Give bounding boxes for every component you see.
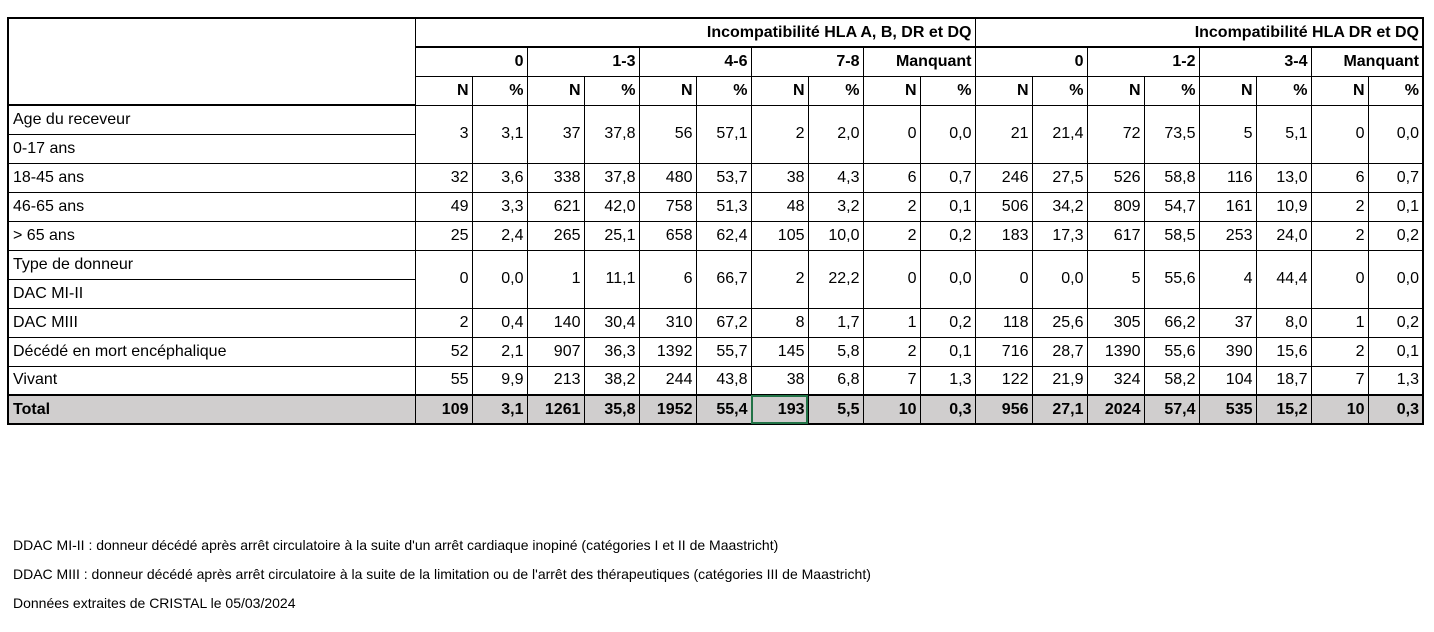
class-header[interactable]: Manquant [863,47,975,76]
data-cell[interactable]: 0 [415,250,472,308]
data-cell[interactable]: 617 [1087,221,1144,250]
row-label[interactable]: DAC MIII [8,308,415,337]
footnotes [13,531,871,618]
subheader-cell[interactable]: % [1256,76,1311,105]
data-cell[interactable]: 73,5 [1144,105,1199,163]
data-cell[interactable]: 310 [639,308,696,337]
data-cell[interactable]: 213 [527,366,584,395]
subheader-cell[interactable]: % [1032,76,1087,105]
data-cell[interactable]: 67,2 [696,308,751,337]
data-cell[interactable]: 0,1 [1368,337,1423,366]
data-cell[interactable]: 37,8 [584,105,639,163]
data-cell[interactable]: 18,7 [1256,366,1311,395]
data-cell[interactable]: 55,7 [696,337,751,366]
class-header[interactable]: 0 [415,47,527,76]
data-cell[interactable]: 57,1 [696,105,751,163]
total-row [8,395,1423,424]
data-cell[interactable]: 5 [1199,105,1256,163]
data-cell[interactable]: 265 [527,221,584,250]
data-cell[interactable]: 32 [415,163,472,192]
data-cell[interactable]: 54,7 [1144,192,1199,221]
data-cell[interactable]: 3,3 [472,192,527,221]
table-row [8,308,1423,337]
total-cell[interactable]: 0,3 [1368,395,1423,424]
data-cell[interactable]: 1,3 [920,366,975,395]
data-cell[interactable]: 3,6 [472,163,527,192]
note-ddac-mi-ii: DDAC MI-II : donneur décédé après arrêt circulatoire à la suite d'un arrêt cardiaque inopiné (catégories I et II de Maastricht) [13,537,779,553]
data-cell[interactable]: 7 [1311,366,1368,395]
data-cell[interactable]: 66,7 [696,250,751,308]
row-label[interactable]: 46-65 ans [8,192,415,221]
data-cell[interactable]: 2 [1311,221,1368,250]
data-cell[interactable]: 621 [527,192,584,221]
note-source: Données extraites de CRISTAL le 05/03/2024 [13,595,296,611]
data-cell[interactable]: 3 [415,105,472,163]
data-cell[interactable]: 1 [1311,308,1368,337]
data-cell[interactable]: 2 [415,308,472,337]
row-label[interactable]: DAC MI-II [8,279,415,308]
data-cell[interactable]: 0,0 [920,105,975,163]
data-cell[interactable]: 11,1 [584,250,639,308]
total-cell[interactable]: 57,4 [1144,395,1199,424]
data-cell[interactable]: 38 [751,163,808,192]
subheader-cell[interactable]: N [1087,76,1144,105]
data-cell[interactable]: 809 [1087,192,1144,221]
class-header[interactable]: 1-2 [1087,47,1199,76]
data-cell[interactable]: 37,8 [584,163,639,192]
total-cell[interactable]: 1952 [639,395,696,424]
data-cell[interactable]: 6 [1311,163,1368,192]
data-cell[interactable]: 122 [975,366,1032,395]
data-cell[interactable]: 244 [639,366,696,395]
subheader-cell[interactable]: N [863,76,920,105]
data-cell[interactable]: 0,0 [1368,105,1423,163]
data-cell[interactable]: 52 [415,337,472,366]
data-cell[interactable]: 2 [751,105,808,163]
data-cell[interactable]: 43,8 [696,366,751,395]
data-cell[interactable]: 10,0 [808,221,863,250]
class-header[interactable]: Manquant [1311,47,1423,76]
data-cell[interactable]: 0 [1311,250,1368,308]
data-cell[interactable]: 28,7 [1032,337,1087,366]
hla-table [7,17,1424,425]
data-cell[interactable]: 27,5 [1032,163,1087,192]
row-label[interactable]: 0-17 ans [8,134,415,163]
total-label[interactable]: Total [8,395,415,424]
subheader-cell[interactable]: N [751,76,808,105]
data-cell[interactable]: 10,9 [1256,192,1311,221]
class-header[interactable]: 3-4 [1199,47,1311,76]
row-label[interactable]: Type de donneur [8,250,415,279]
total-cell[interactable]: 1261 [527,395,584,424]
data-cell[interactable]: 338 [527,163,584,192]
subheader-cell[interactable]: % [1368,76,1423,105]
data-cell[interactable]: 140 [527,308,584,337]
data-cell[interactable]: 2 [863,221,920,250]
data-cell[interactable]: 5,1 [1256,105,1311,163]
row-label[interactable]: Age du receveur [8,105,415,134]
row-label[interactable]: Vivant [8,366,415,395]
data-cell[interactable]: 2 [863,192,920,221]
data-cell[interactable]: 0,7 [920,163,975,192]
data-cell[interactable]: 390 [1199,337,1256,366]
data-cell[interactable]: 34,2 [1032,192,1087,221]
data-cell[interactable]: 2,4 [472,221,527,250]
total-cell[interactable]: 10 [863,395,920,424]
data-cell[interactable]: 104 [1199,366,1256,395]
data-cell[interactable]: 118 [975,308,1032,337]
data-cell[interactable]: 25 [415,221,472,250]
subheader-cell[interactable]: N [527,76,584,105]
total-cell[interactable]: 2024 [1087,395,1144,424]
table-row [8,192,1423,221]
total-cell[interactable]: 3,1 [472,395,527,424]
subheader-cell[interactable]: % [584,76,639,105]
data-cell[interactable]: 55 [415,366,472,395]
data-cell[interactable]: 716 [975,337,1032,366]
data-cell[interactable]: 49 [415,192,472,221]
data-cell[interactable]: 21 [975,105,1032,163]
table-row [8,221,1423,250]
subheader-cell[interactable]: N [639,76,696,105]
data-cell[interactable]: 0,2 [1368,221,1423,250]
data-cell[interactable]: 38 [751,366,808,395]
data-cell[interactable]: 48 [751,192,808,221]
total-cell[interactable]: 55,4 [696,395,751,424]
data-cell[interactable]: 0 [863,250,920,308]
data-cell[interactable]: 480 [639,163,696,192]
total-cell[interactable]: 35,8 [584,395,639,424]
data-cell[interactable]: 0,7 [1368,163,1423,192]
table-row [8,163,1423,192]
data-cell[interactable]: 6 [639,250,696,308]
data-cell[interactable]: 1390 [1087,337,1144,366]
data-cell[interactable]: 72 [1087,105,1144,163]
data-cell[interactable]: 0 [863,105,920,163]
data-cell[interactable]: 2,1 [472,337,527,366]
data-cell[interactable]: 21,4 [1032,105,1087,163]
data-cell[interactable]: 2 [751,250,808,308]
data-cell[interactable]: 0,1 [920,337,975,366]
data-cell[interactable]: 1392 [639,337,696,366]
data-cell[interactable]: 526 [1087,163,1144,192]
data-cell[interactable]: 62,4 [696,221,751,250]
data-cell[interactable]: 105 [751,221,808,250]
data-cell[interactable]: 0 [1311,105,1368,163]
data-cell[interactable]: 53,7 [696,163,751,192]
data-cell[interactable]: 183 [975,221,1032,250]
group-header[interactable]: Incompatibilité HLA A, B, DR et DQ [415,18,975,47]
data-cell[interactable]: 0,0 [920,250,975,308]
data-cell[interactable]: 7 [863,366,920,395]
data-cell[interactable]: 55,6 [1144,250,1199,308]
data-cell[interactable]: 30,4 [584,308,639,337]
data-cell[interactable]: 6,8 [808,366,863,395]
table-row [8,366,1423,395]
subheader-cell[interactable]: % [472,76,527,105]
data-cell[interactable]: 3,1 [472,105,527,163]
data-cell[interactable]: 8 [751,308,808,337]
data-cell[interactable]: 3,2 [808,192,863,221]
data-cell[interactable]: 758 [639,192,696,221]
data-cell[interactable]: 38,2 [584,366,639,395]
class-header[interactable]: 4-6 [639,47,751,76]
data-cell[interactable]: 4,3 [808,163,863,192]
subheader-cell[interactable]: % [696,76,751,105]
data-cell[interactable]: 58,2 [1144,366,1199,395]
data-cell[interactable]: 36,3 [584,337,639,366]
data-cell[interactable]: 5,8 [808,337,863,366]
table-row [8,105,1423,134]
data-cell[interactable]: 24,0 [1256,221,1311,250]
data-cell[interactable]: 22,2 [808,250,863,308]
data-cell[interactable]: 25,1 [584,221,639,250]
data-cell[interactable]: 0,1 [1368,192,1423,221]
data-cell[interactable]: 1 [527,250,584,308]
table-row [8,337,1423,366]
data-cell[interactable]: 0,4 [472,308,527,337]
data-cell[interactable]: 253 [1199,221,1256,250]
data-cell[interactable]: 0,2 [1368,308,1423,337]
data-cell[interactable]: 907 [527,337,584,366]
data-cell[interactable]: 25,6 [1032,308,1087,337]
data-cell[interactable]: 324 [1087,366,1144,395]
total-cell[interactable]: 0,3 [920,395,975,424]
total-cell[interactable]: 956 [975,395,1032,424]
data-cell[interactable]: 8,0 [1256,308,1311,337]
subheader-cell[interactable]: N [1311,76,1368,105]
data-cell[interactable]: 6 [863,163,920,192]
subheader-cell[interactable]: N [975,76,1032,105]
total-cell[interactable]: 535 [1199,395,1256,424]
data-cell[interactable]: 55,6 [1144,337,1199,366]
class-header[interactable]: 1-3 [527,47,639,76]
row-label[interactable]: Décédé en mort encéphalique [8,337,415,366]
total-cell[interactable]: 5,5 [808,395,863,424]
subheader-cell[interactable]: N [1199,76,1256,105]
row-label[interactable]: 18-45 ans [8,163,415,192]
data-cell[interactable]: 5 [1087,250,1144,308]
data-cell[interactable]: 2 [863,337,920,366]
data-cell[interactable]: 13,0 [1256,163,1311,192]
data-cell[interactable]: 37 [1199,308,1256,337]
data-cell[interactable]: 1,7 [808,308,863,337]
data-cell[interactable]: 0,2 [920,308,975,337]
corner-cell[interactable] [8,18,415,105]
data-cell[interactable]: 0,0 [472,250,527,308]
data-cell[interactable]: 21,9 [1032,366,1087,395]
data-cell[interactable]: 58,8 [1144,163,1199,192]
subheader-cell[interactable]: % [808,76,863,105]
data-cell[interactable]: 42,0 [584,192,639,221]
data-cell[interactable]: 0,0 [1368,250,1423,308]
data-cell[interactable]: 66,2 [1144,308,1199,337]
selected-cell[interactable]: 193 [751,395,808,424]
group-header-row [8,18,1423,47]
data-cell[interactable]: 9,9 [472,366,527,395]
data-cell[interactable]: 17,3 [1032,221,1087,250]
subheader-cell[interactable]: % [920,76,975,105]
note-ddac-miii: DDAC MIII : donneur décédé après arrêt circulatoire à la suite de la limitation ou de l'arrêt des thérapeutiques (catégories III de Maastricht) [13,566,871,582]
data-cell[interactable]: 0,2 [920,221,975,250]
total-cell[interactable]: 109 [415,395,472,424]
data-cell[interactable]: 15,6 [1256,337,1311,366]
subheader-cell[interactable]: % [1144,76,1199,105]
data-cell[interactable]: 51,3 [696,192,751,221]
data-cell[interactable]: 1 [863,308,920,337]
total-cell[interactable]: 27,1 [1032,395,1087,424]
group-header[interactable]: Incompatibilité HLA DR et DQ [975,18,1423,47]
data-cell[interactable]: 1,3 [1368,366,1423,395]
data-cell[interactable]: 0 [975,250,1032,308]
data-cell[interactable]: 56 [639,105,696,163]
data-cell[interactable]: 161 [1199,192,1256,221]
row-label[interactable]: > 65 ans [8,221,415,250]
data-cell[interactable]: 2 [1311,192,1368,221]
table-row [8,250,1423,279]
data-cell[interactable]: 2 [1311,337,1368,366]
data-cell[interactable]: 0,1 [920,192,975,221]
total-cell[interactable]: 15,2 [1256,395,1311,424]
subheader-cell[interactable]: N [415,76,472,105]
class-header[interactable]: 0 [975,47,1087,76]
data-cell[interactable]: 506 [975,192,1032,221]
data-cell[interactable]: 2,0 [808,105,863,163]
data-cell[interactable]: 44,4 [1256,250,1311,308]
data-cell[interactable]: 0,0 [1032,250,1087,308]
data-cell[interactable]: 116 [1199,163,1256,192]
data-cell[interactable]: 37 [527,105,584,163]
data-cell[interactable]: 4 [1199,250,1256,308]
class-header[interactable]: 7-8 [751,47,863,76]
total-cell[interactable]: 10 [1311,395,1368,424]
data-cell[interactable]: 305 [1087,308,1144,337]
data-cell[interactable]: 246 [975,163,1032,192]
data-cell[interactable]: 145 [751,337,808,366]
data-cell[interactable]: 58,5 [1144,221,1199,250]
data-cell[interactable]: 658 [639,221,696,250]
